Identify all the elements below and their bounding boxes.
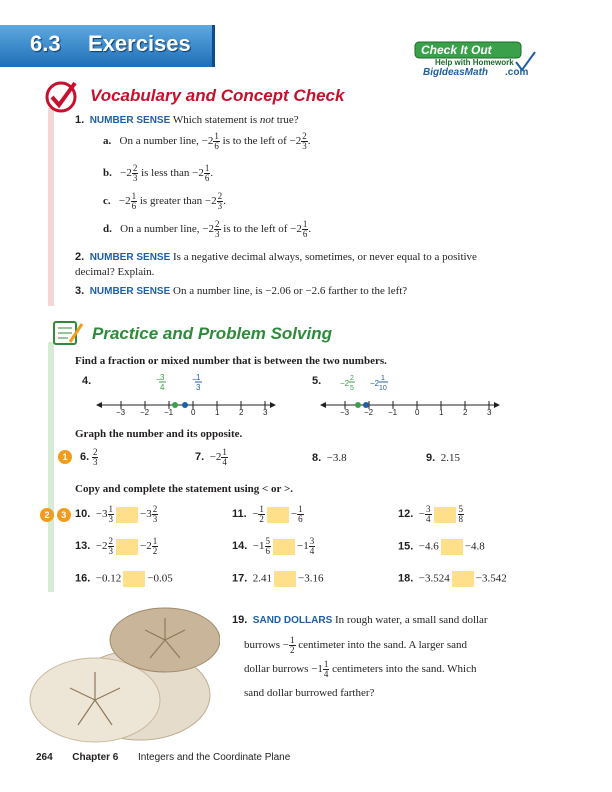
problem-number: 17. [232,572,248,585]
svg-text:2: 2 [350,375,354,382]
q2-text: Is a negative decimal always, sometimes, or never equal to a positive decimal? Explain. [75,251,477,278]
option-text: . [210,167,214,180]
svg-text:3: 3 [196,383,201,392]
problem-14: 14. −1 $\frac{5}{6}$ −1 $\frac{3}{4}$ [232,536,315,556]
p19-text: burrows − [244,639,290,651]
tick-label: 1 [215,408,220,417]
q2-number: 2. [75,251,85,263]
option-text: is to the left of −2 [223,223,302,236]
svg-text:−: − [156,375,161,384]
q1-text-end: true? [276,114,299,126]
problem-value: −0.12 [95,572,122,585]
tick-label: 0 [415,408,420,417]
option-label: d. [103,223,112,236]
p19-text: centimeter into the sand. A larger sand [298,639,467,651]
tick-label: 2 [463,408,468,417]
problem-12: 12. − $\frac{3}{4}$ $\frac{5}{8}$ [398,504,464,524]
problem-number: 19. [232,614,248,626]
option-text: . [308,223,312,236]
problem-number: 9. [426,452,436,464]
p19-line2 [232,633,562,657]
svg-text:4: 4 [160,383,165,392]
logo-line1: Check It Out [421,43,492,57]
option-text: . [307,135,311,148]
badge-label: 1 [58,450,72,464]
badge-1 [58,450,72,464]
fraction: $\frac{1}{6}$ [204,163,210,183]
option-label: b. [103,167,112,180]
fraction: $\frac{5}{6}$ [265,536,271,556]
p19-keyword: SAND DOLLARS [252,615,333,626]
q3-text: On a number line, is −2.06 or −2.6 farther to the left? [173,285,408,297]
problem-10: 10. −3 $\frac{1}{3}$ −3 $\frac{2}{3}$ [75,504,158,524]
tick-label: −2 [364,408,374,417]
tick-label: −1 [164,408,174,417]
section-number: 6.3 [30,31,61,56]
problem-16 [75,571,173,587]
p19-line3 [232,657,562,681]
tick-label: −3 [116,408,126,417]
problem-number: 11. [232,508,247,521]
tick-labels-4 [96,408,276,420]
q2-keyword: NUMBER SENSE [89,252,171,263]
answer-box[interactable] [274,571,296,587]
problem-13: 13. −2 $\frac{2}{3}$ −2 $\frac{1}{2}$ [75,536,158,556]
answer-box[interactable] [273,539,295,555]
pencil-paper-icon [48,318,84,348]
problem-value: 2.41 [252,572,273,585]
answer-box[interactable] [441,539,463,555]
svg-text:5: 5 [350,385,354,392]
option-text: . [223,195,226,208]
svg-text:1: 1 [381,375,385,382]
svg-text:3: 3 [160,373,165,382]
question-1 [75,114,545,126]
p19-line1 [232,608,562,633]
option-text: −2 [120,167,132,180]
fraction: $\frac{1}{6}$ [214,131,219,151]
problem-value: −4.6 [418,540,439,553]
fraction: $\frac{1}{4}$ [222,447,227,467]
problem-11: 11. − $\frac{1}{2}$ − $\frac{1}{6}$ [232,504,303,524]
q1-option-b [103,164,213,183]
problem-number: 6. [80,451,90,464]
sand-dollars-image [20,600,220,745]
svg-text:−: − [192,375,197,384]
fraction: $\frac{1}{3}$ [108,504,114,524]
fraction: $\frac{2}{3}$ [108,536,114,556]
problem-18 [398,571,507,587]
problem-7 [195,448,228,467]
problem-value: −4.8 [464,540,485,553]
problem-number: 14. [232,540,248,553]
svg-text:−2: −2 [340,379,350,388]
option-text: On a number line, −2 [119,135,214,148]
option-label: a. [103,135,112,148]
q1-number: 1. [75,114,85,126]
instruction-graph: Graph the number and its opposite. [75,428,243,440]
problem-15 [398,539,485,555]
q3-number: 3. [75,285,85,297]
answer-box[interactable] [434,507,456,523]
option-text: is greater than −2 [139,195,217,208]
q1-text: Which statement is [172,114,258,126]
answer-box[interactable] [116,539,138,555]
p19-line4: sand dollar burrowed farther? [244,687,375,699]
problem-value: −3.542 [475,572,507,585]
fraction: $\frac{2}{3}$ [132,163,138,183]
problem-number: 10. [75,508,91,521]
problem-number: 18. [398,572,414,585]
checkmark-icon [513,50,537,74]
option-label: c. [103,195,111,208]
tick-label: −3 [340,408,350,417]
problem-number: 16. [75,572,91,585]
check-it-out-logo[interactable] [413,40,538,80]
fraction: $\frac{2}{3}$ [217,191,223,211]
instruction-compare: Copy and complete the statement using < or >. [75,483,293,495]
problem-value: −0.05 [147,572,173,585]
q3-keyword: NUMBER SENSE [89,286,171,297]
problem-value: 2.15 [440,452,460,464]
p4-number: 4. [82,375,92,387]
vocab-side-band [48,108,54,306]
problem-number: 8. [312,452,322,464]
answer-box[interactable] [116,507,138,523]
badges-2-3 [40,508,71,522]
problem-value: −3.8 [326,452,347,464]
tick-label: −1 [388,408,398,417]
tick-label: 2 [239,408,244,417]
problem-value: −2 [209,451,222,464]
tick-label: 3 [263,408,268,417]
tick-label: 1 [439,408,444,417]
fraction: $\frac{1}{2}$ [259,504,264,524]
fraction: $\frac{3}{4}$ [426,504,431,524]
badge-label: 2 [40,508,54,522]
tick-labels-5 [320,408,500,420]
fraction: $\frac{5}{8}$ [458,504,464,524]
answer-box[interactable] [452,571,474,587]
page-footer [36,752,290,763]
svg-text:−2: −2 [370,379,380,388]
p19-text: centimeters into the sand. Which [332,663,477,675]
chapter-title: Integers and the Coordinate Plane [137,752,291,763]
page-number: 264 [36,752,53,763]
option-text: On a number line, −2 [120,223,215,236]
fraction: $\frac{2}{3}$ [215,219,220,239]
option-text: is less than −2 [141,167,204,180]
fraction: $\frac{1}{6}$ [298,504,303,524]
svg-text:1: 1 [196,373,201,382]
problem-value: −3.524 [418,572,450,585]
section-title: Exercises [88,31,191,56]
svg-text:10: 10 [379,385,387,392]
problem-17 [232,571,324,587]
option-text: is to the left of −2 [222,135,302,148]
q1-option-a [103,132,311,151]
fraction: $\frac{2}{3}$ [302,131,307,151]
instruction-between: Find a fraction or mixed number that is between the two numbers. [75,355,387,367]
problem-19 [232,608,562,705]
logo-suffix: .com [505,67,529,78]
problem-value: −3.16 [298,572,324,585]
fraction: $\frac{2}{3}$ [152,504,158,524]
problem-6 [80,448,98,467]
fraction: $\frac{3}{4}$ [309,536,315,556]
section-header [0,25,215,67]
problem-number: 12. [398,508,414,521]
badge-label: 3 [57,508,71,522]
q1-option-d [103,220,311,239]
option-text: −2 [118,195,131,208]
problem-number: 7. [195,451,205,464]
tick-label: 3 [487,408,492,417]
q1-option-c [103,192,226,211]
fraction: $\frac{2}{3}$ [92,447,98,467]
practice-title: Practice and Problem Solving [92,324,332,343]
problem-number: 15. [398,540,414,553]
fraction: $\frac{1}{4}$ [323,658,329,679]
p19-text: dollar burrows −1 [244,663,323,675]
q1-keyword: NUMBER SENSE [89,115,171,126]
logo-line3: BigIdeasMath [423,67,489,78]
tick-label: 0 [191,408,196,417]
problem-number: 13. [75,540,91,553]
p19-text: In rough water, a small sand dollar [335,614,488,626]
q1-emphasis: not [259,114,274,126]
answer-box[interactable] [123,571,145,587]
problem-9 [426,452,460,464]
chapter-label: Chapter 6 [72,752,119,763]
logo-line2: Help with Homework [435,58,514,67]
problem-8 [312,452,347,464]
fraction: $\frac{1}{6}$ [131,191,137,211]
p5-number: 5. [312,375,322,387]
checkmark-circle-icon [44,80,78,114]
tick-label: −2 [140,408,150,417]
fraction: $\frac{1}{2}$ [290,634,295,655]
fraction: $\frac{1}{6}$ [302,219,308,239]
vocab-title: Vocabulary and Concept Check [90,86,345,105]
question-3 [75,285,545,297]
fraction: $\frac{1}{2}$ [152,536,158,556]
answer-box[interactable] [267,507,289,523]
practice-side-band [48,342,54,592]
question-2 [75,250,495,280]
